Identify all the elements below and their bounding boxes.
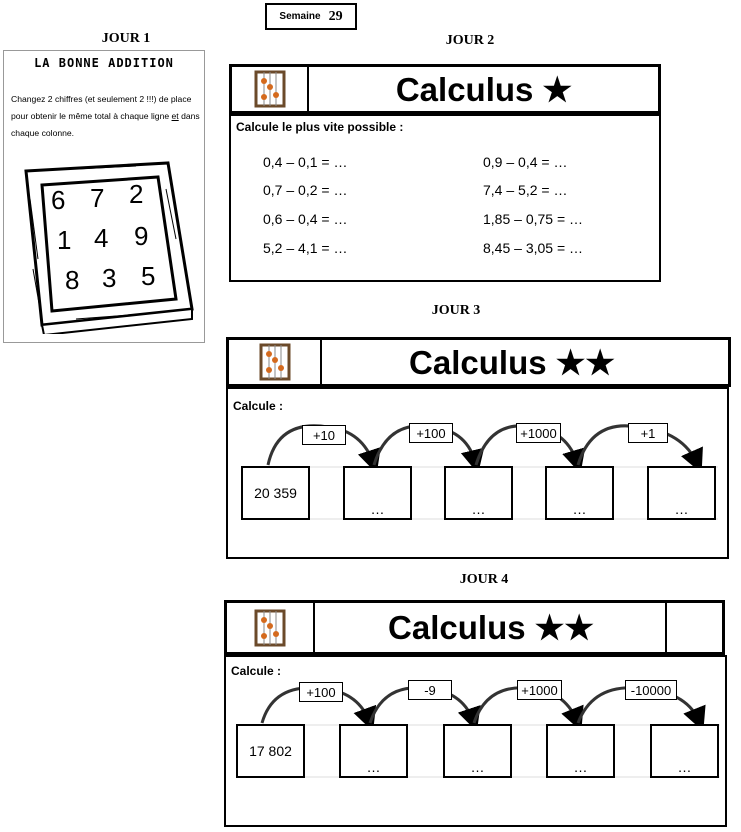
jour3-title: JOUR 3 [431, 303, 481, 318]
step-label: +1000 [517, 680, 562, 700]
jour3-header-title: Calculus ★★ [409, 343, 615, 381]
step-label: -9 [408, 680, 452, 700]
start-value: 17 802 [249, 743, 292, 759]
answer-box[interactable]: … [647, 466, 716, 520]
answer-box[interactable]: … [650, 724, 719, 778]
step-label: -10000 [625, 680, 677, 700]
answer-box[interactable]: … [546, 724, 615, 778]
abacus-icon [229, 340, 322, 384]
start-box [236, 724, 305, 778]
jour1-puzzle-card [3, 50, 205, 343]
grid-digit: 5 [141, 261, 156, 291]
jour2-subtitle: Calcule le plus vite possible : [236, 120, 404, 134]
operation: 1,85 – 0,75 = … [483, 211, 584, 227]
operation: 0,6 – 0,4 = … [263, 211, 348, 227]
week-badge [265, 3, 357, 30]
start-value: 20 359 [254, 485, 297, 501]
step-label: +1000 [516, 423, 561, 443]
abacus-icon [227, 603, 315, 652]
start-box [241, 466, 310, 520]
grid-digit: 9 [134, 221, 149, 251]
grid-digit: 2 [129, 179, 144, 209]
step-label: +10 [302, 425, 346, 445]
grid-digit: 8 [65, 265, 80, 295]
week-number: 29 [328, 8, 343, 24]
jour4-body [224, 655, 727, 827]
digit-grid [44, 179, 174, 309]
jour4-subtitle: Calcule : [231, 664, 282, 678]
grid-digit: 7 [90, 183, 105, 213]
header-divider [665, 603, 667, 652]
answer-box[interactable]: … [545, 466, 614, 520]
puzzle-instruction: Changez 2 chiffres (et seulement 2 !!!) de place pour obtenir le même total à chaque ligne et dans chaque colonne. [11, 94, 200, 138]
step-label: +1 [628, 423, 668, 443]
grid-digit: 6 [51, 185, 66, 215]
grid-digit: 4 [94, 223, 109, 253]
grid-digit: 1 [57, 225, 72, 255]
answer-box[interactable]: … [339, 724, 408, 778]
jour3-subtitle: Calcule : [233, 399, 284, 413]
jour4-header [224, 600, 725, 655]
abacus-icon [232, 67, 309, 111]
week-label: Semaine [279, 11, 321, 22]
jour1-title: JOUR 1 [101, 31, 151, 46]
step-label: +100 [299, 682, 343, 702]
operation: 0,4 – 0,1 = … [263, 154, 348, 170]
answer-box[interactable]: … [343, 466, 412, 520]
operation: 8,45 – 3,05 = … [483, 240, 584, 256]
operation: 0,9 – 0,4 = … [483, 154, 568, 170]
step-label: +100 [409, 423, 453, 443]
answer-box[interactable]: … [444, 466, 513, 520]
operation: 0,7 – 0,2 = … [263, 182, 348, 198]
jour4-header-title: Calculus ★★ [388, 609, 594, 646]
operation: 7,4 – 5,2 = … [483, 182, 568, 198]
puzzle-title: LA BONNE ADDITION [34, 56, 174, 70]
jour2-body [229, 114, 661, 282]
answer-box[interactable]: … [443, 724, 512, 778]
jour3-header [226, 337, 731, 387]
jour2-title: JOUR 2 [445, 33, 495, 48]
jour2-header-title: Calculus ★ [395, 70, 573, 108]
operation: 5,2 – 4,1 = … [263, 240, 348, 256]
jour3-body [226, 387, 729, 559]
jour2-header [229, 64, 661, 114]
grid-digit: 3 [102, 263, 117, 293]
jour4-title: JOUR 4 [459, 572, 509, 587]
